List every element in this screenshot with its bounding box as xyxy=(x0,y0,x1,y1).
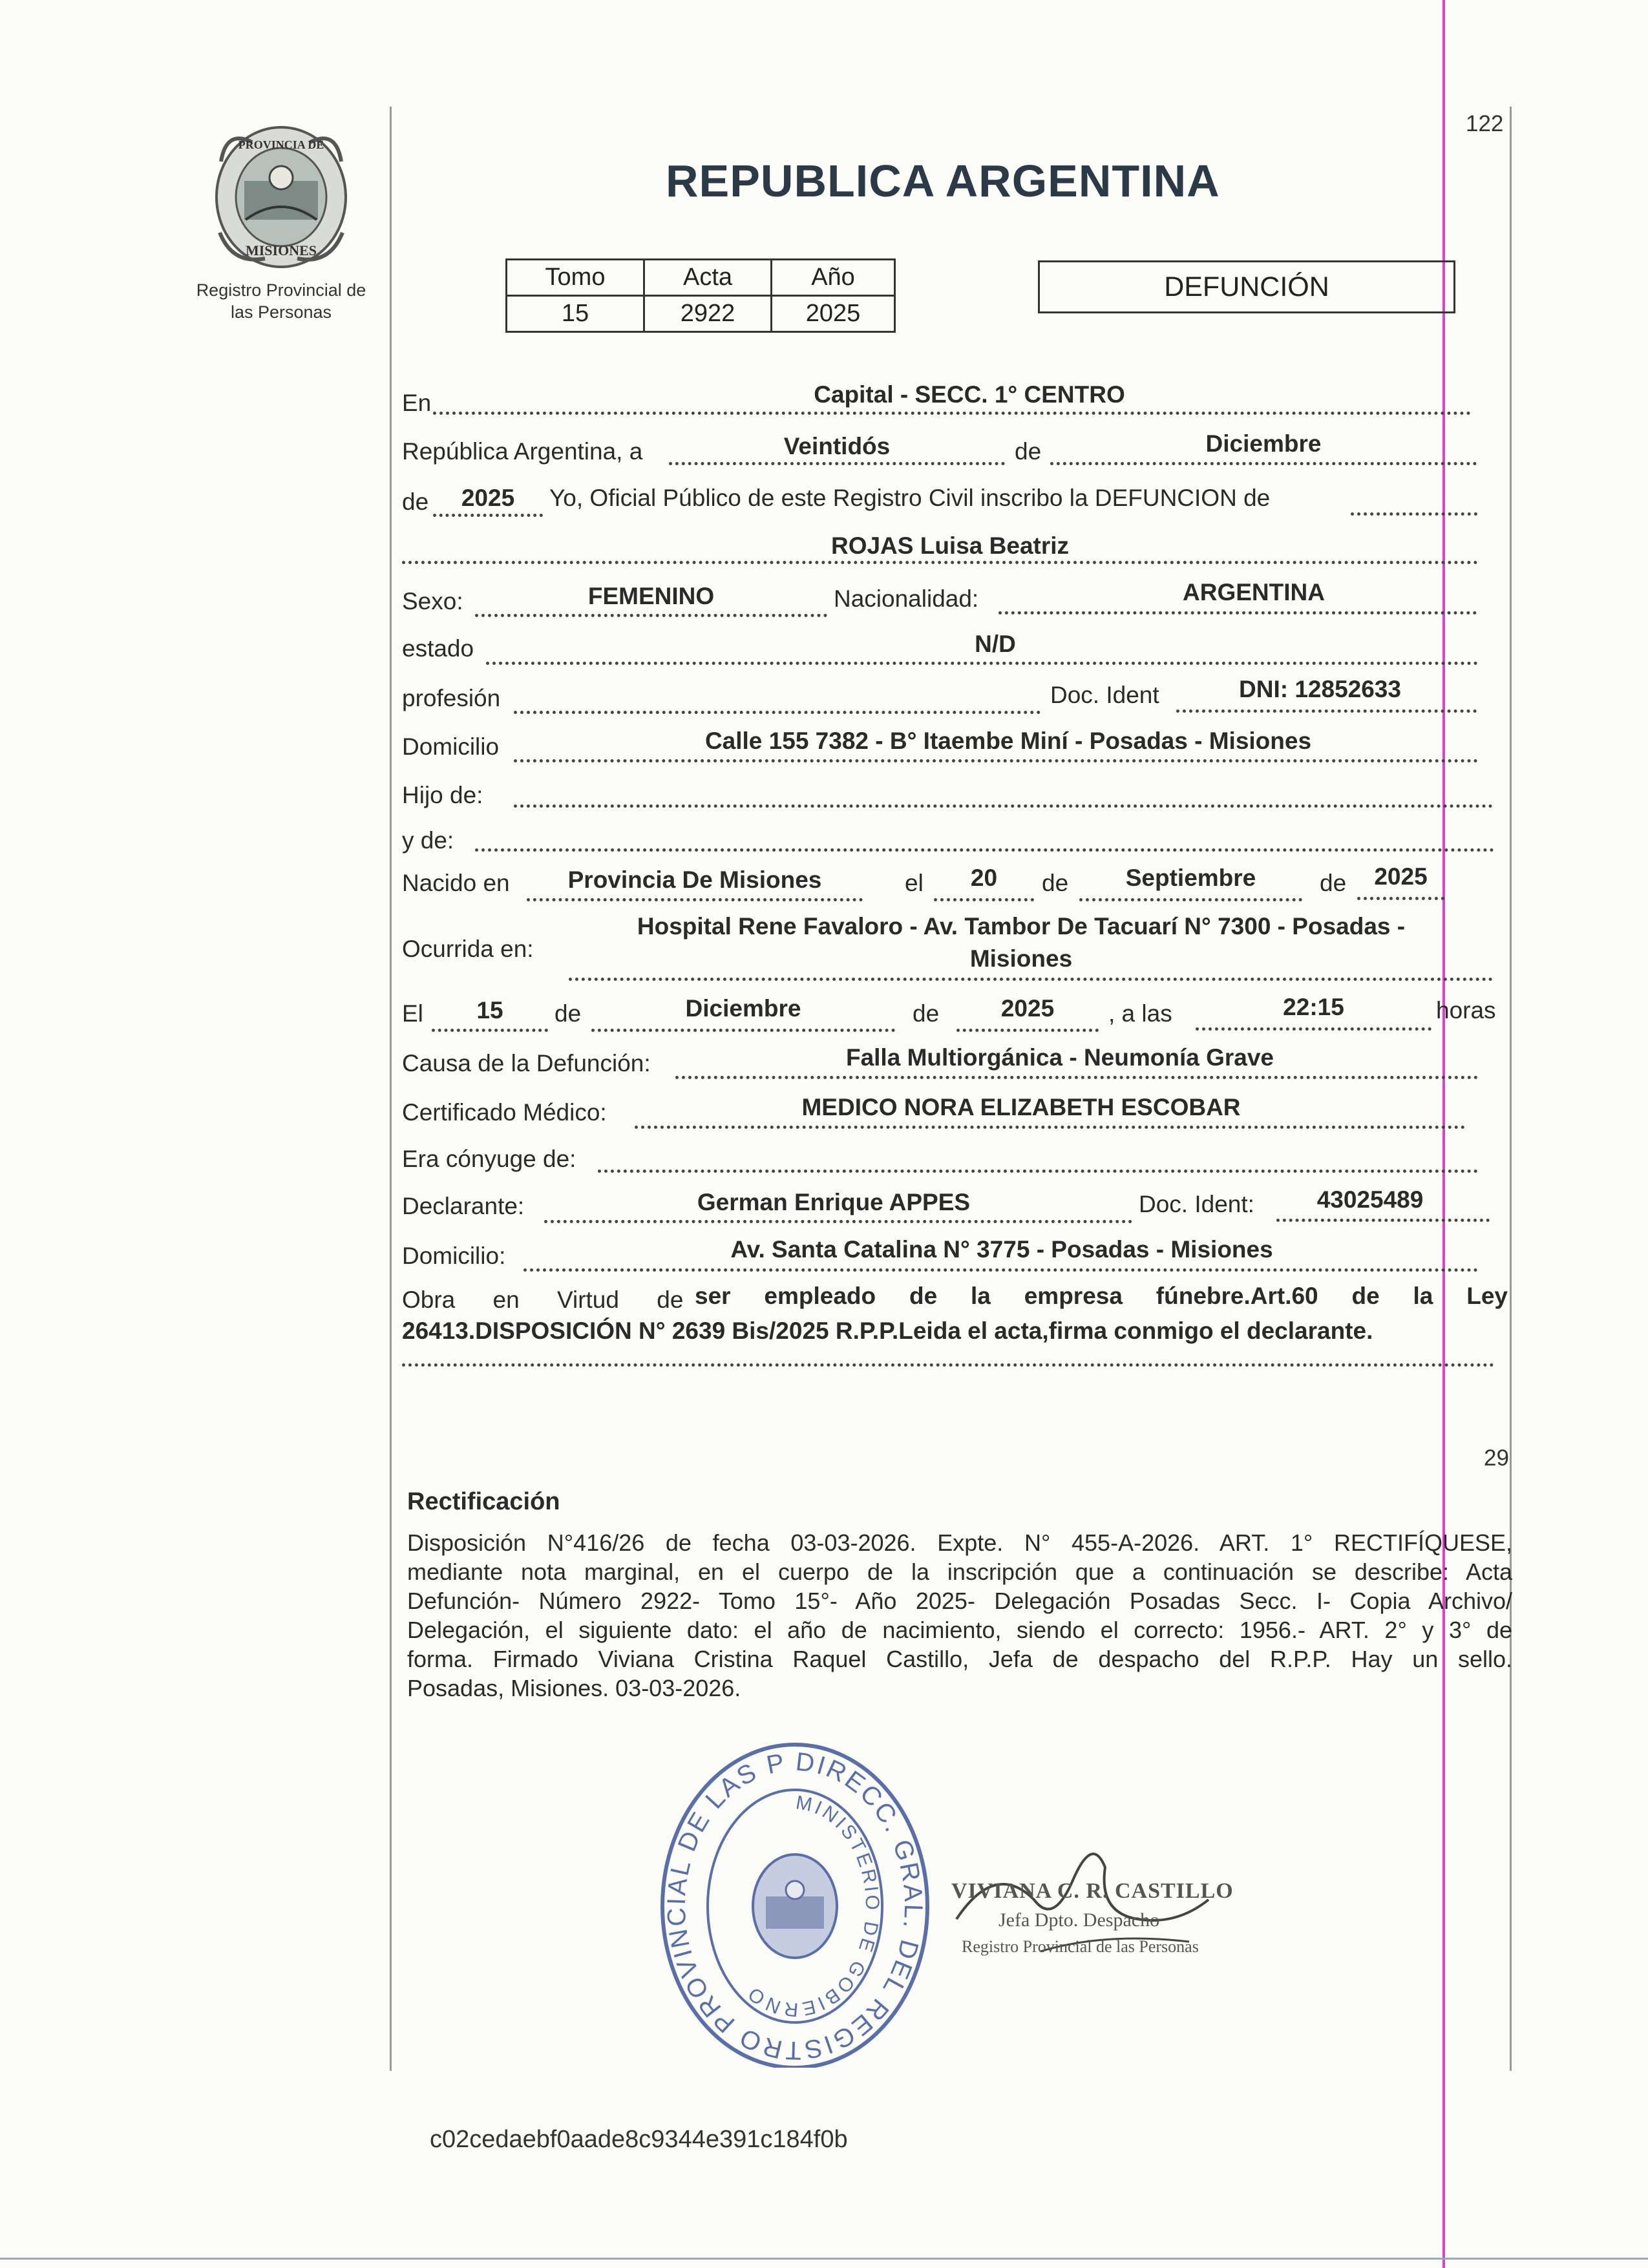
estado-value: N/D xyxy=(975,631,1016,657)
certificado-value: MEDICO NORA ELIZABETH ESCOBAR xyxy=(801,1094,1241,1120)
document-hash: c02cedaebf0aade8c9344e391c184f0b xyxy=(430,2126,848,2153)
nacido-lugar-value: Provincia De Misiones xyxy=(567,866,822,893)
rectificacion-line: Disposición N°416/26 de fecha 03-03-2026. Expte. N° 455-A-2026. ART. 1° RECTIFÍQUESE, xyxy=(407,1529,1512,1556)
signer-role: Jefa Dpto. Despacho xyxy=(998,1909,1160,1931)
right-frame-line xyxy=(1510,107,1512,2071)
dots xyxy=(956,1029,1099,1032)
estado-label: estado xyxy=(402,635,474,662)
alas-label: , a las xyxy=(1108,1000,1172,1027)
dots xyxy=(433,412,1471,415)
acta-value: 2922 xyxy=(644,296,772,332)
nac-de-label: de xyxy=(1042,870,1069,896)
dots xyxy=(1351,512,1477,516)
republica-label: República Argentina, a xyxy=(402,438,643,465)
ocurrida-line1: Hospital Rene Favaloro - Av. Tambor De Tacuarí N° 7300 - Posadas - xyxy=(637,913,1406,940)
causa-label: Causa de la Defunción: xyxy=(402,1050,651,1076)
dots xyxy=(527,898,863,901)
nac-dia-value: 20 xyxy=(970,865,998,891)
dots xyxy=(1050,462,1477,465)
certificado-label: Certificado Médico: xyxy=(402,1099,607,1126)
logo-top-text: PROVINCIA DE xyxy=(238,138,324,151)
el-label: El xyxy=(402,1000,423,1027)
dots xyxy=(514,711,1041,714)
sexo-value: FEMENINO xyxy=(587,583,715,609)
dots xyxy=(934,898,1034,901)
dots xyxy=(523,1268,1478,1272)
decl-domicilio-label: Domicilio: xyxy=(402,1243,506,1269)
conyuge-label: Era cónyuge de: xyxy=(402,1146,576,1172)
dots xyxy=(514,759,1478,762)
left-frame-line xyxy=(390,107,392,2071)
nac-el-label: el xyxy=(905,870,924,896)
dots xyxy=(1276,1219,1490,1222)
nac-de-label: de xyxy=(1320,870,1347,896)
anio-value: 2025 xyxy=(461,485,515,511)
registry-table xyxy=(505,258,896,333)
dots xyxy=(432,1029,548,1032)
nacido-label: Nacido en xyxy=(402,870,510,896)
dots xyxy=(569,978,1493,981)
dots xyxy=(475,614,827,617)
signer-name: VIVIANA C. R. CASTILLO xyxy=(951,1879,1234,1903)
dots xyxy=(675,1076,1478,1079)
dots xyxy=(1357,897,1444,900)
decl-doc-value: 43025489 xyxy=(1316,1186,1424,1213)
profesion-label: profesión xyxy=(402,685,501,711)
dots xyxy=(402,561,1478,564)
dots xyxy=(475,848,1494,852)
decl-domicilio-value: Av. Santa Catalina N° 3775 - Posadas - Misiones xyxy=(730,1236,1273,1263)
mes-value: Diciembre xyxy=(1205,430,1322,457)
registry-name: Registro Provincial de las Personas xyxy=(196,280,366,322)
obra-label: Obra en Virtud de xyxy=(402,1286,684,1313)
page-title: REPUBLICA ARGENTINA xyxy=(666,156,1220,206)
declarante-value: German Enrique APPES xyxy=(697,1189,971,1215)
dots xyxy=(591,1029,895,1032)
acta-label: Acta xyxy=(644,260,772,296)
de-label: de xyxy=(1015,438,1042,465)
logo-bottom-text: MISIONES xyxy=(245,242,317,258)
dots xyxy=(669,462,1005,465)
yde-label: y de: xyxy=(402,827,454,854)
rectificacion-body xyxy=(407,1528,1512,1703)
dots xyxy=(433,514,543,517)
seal-ring-text: DIRECC. GRAL. DEL REGISTRO PROVINCIAL DE LAS P xyxy=(662,1747,928,2065)
signer-org: Registro Provincial de las Personas xyxy=(962,1937,1199,1956)
rectificacion-page-number: 29 xyxy=(1484,1445,1509,1471)
dots xyxy=(544,1220,1132,1223)
def-mes-value: Diciembre xyxy=(685,995,801,1022)
ocurrida-line2: Misiones xyxy=(969,945,1073,972)
de-label: de xyxy=(402,488,429,515)
nacionalidad-value: ARGENTINA xyxy=(1183,579,1325,605)
rectificacion-line: forma. Firmado Viviana Cristina Raquel Castillo, Jefa de despacho del R.P.P. Hay un sello. xyxy=(407,1646,1512,1672)
dots xyxy=(598,1170,1478,1173)
seal-inner-text: MINISTERIO DE GOBIERNO xyxy=(742,1792,883,2021)
domicilio-value: Calle 155 7382 - B° Itaembe Miní - Posadas - Misiones xyxy=(704,728,1312,754)
anio-label: Año xyxy=(772,260,895,296)
yo-text: Yo, Oficial Público de este Registro Civil inscribo la DEFUNCION de xyxy=(549,485,1271,511)
lugar-value: Capital - SECC. 1° CENTRO xyxy=(814,381,1125,408)
bottom-edge-line xyxy=(0,2258,1648,2260)
dots xyxy=(998,611,1477,614)
province-emblem xyxy=(213,123,349,271)
doc-type-box: DEFUNCIÓN xyxy=(1038,260,1455,313)
rectificacion-title: Rectificación xyxy=(407,1488,560,1515)
nac-anio-value: 2025 xyxy=(1374,863,1428,890)
nacionalidad-label: Nacionalidad: xyxy=(834,585,979,612)
dia-texto-value: Veintidós xyxy=(783,433,891,459)
rectificacion-line: Posadas, Misiones. 03-03-2026. xyxy=(407,1675,741,1701)
sexo-label: Sexo: xyxy=(402,588,463,614)
obra-line1: ser empleado de la empresa fúnebre.Art.60 de la Ley xyxy=(695,1283,1508,1309)
magenta-margin-line xyxy=(1442,0,1445,2268)
obra-line2: 26413.DISPOSICIÓN N° 2639 Bis/2025 R.P.P.Leida el acta,firma conmigo el declarante. xyxy=(402,1318,1373,1344)
hijo-label: Hijo de: xyxy=(402,782,483,808)
nombre-value: ROJAS Luisa Beatriz xyxy=(830,532,1070,559)
def-dia-value: 15 xyxy=(476,997,503,1024)
official-seal xyxy=(656,1732,934,2068)
doc-ident-label: Doc. Ident xyxy=(1050,682,1159,708)
rectificacion-line: mediante nota marginal, en el cuerpo de la inscripción que a continuación se describe: Acta xyxy=(407,1559,1512,1585)
ocurrida-label: Ocurrida en: xyxy=(402,936,534,962)
def-hora-value: 22:15 xyxy=(1283,994,1344,1020)
nac-mes-value: Septiembre xyxy=(1125,865,1256,891)
doc-ident-value: DNI: 12852633 xyxy=(1239,676,1401,702)
decl-doc-label: Doc. Ident: xyxy=(1139,1191,1254,1217)
tomo-value: 15 xyxy=(507,296,644,332)
rectificacion-line: Defunción- Número 2922- Tomo 15°- Año 2025- Delegación Posadas Secc. I- Copia Archivo/ xyxy=(407,1588,1512,1614)
dots xyxy=(635,1126,1465,1129)
def-anio-value: 2025 xyxy=(1000,995,1055,1022)
declarante-label: Declarante: xyxy=(402,1193,525,1219)
dots xyxy=(514,804,1493,808)
def-de-label: de xyxy=(913,1000,940,1027)
page-number: 122 xyxy=(1466,111,1504,136)
dots xyxy=(1196,1027,1431,1031)
causa-value: Falla Multiorgánica - Neumonía Grave xyxy=(845,1044,1274,1071)
horas-label: horas xyxy=(1436,997,1496,1024)
dots xyxy=(1176,709,1477,713)
dots xyxy=(1079,898,1302,901)
anio-value: 2025 xyxy=(772,296,895,332)
dots xyxy=(486,662,1478,665)
en-label: En xyxy=(402,390,432,416)
domicilio-label: Domicilio xyxy=(402,733,500,760)
def-de-label: de xyxy=(555,1000,582,1027)
dots xyxy=(402,1363,1494,1367)
tomo-label: Tomo xyxy=(507,260,644,296)
rectificacion-line: Delegación, el siguiente dato: el año de nacimiento, siendo el correcto: 1956.- ART. 2° y 3° de xyxy=(407,1617,1512,1643)
